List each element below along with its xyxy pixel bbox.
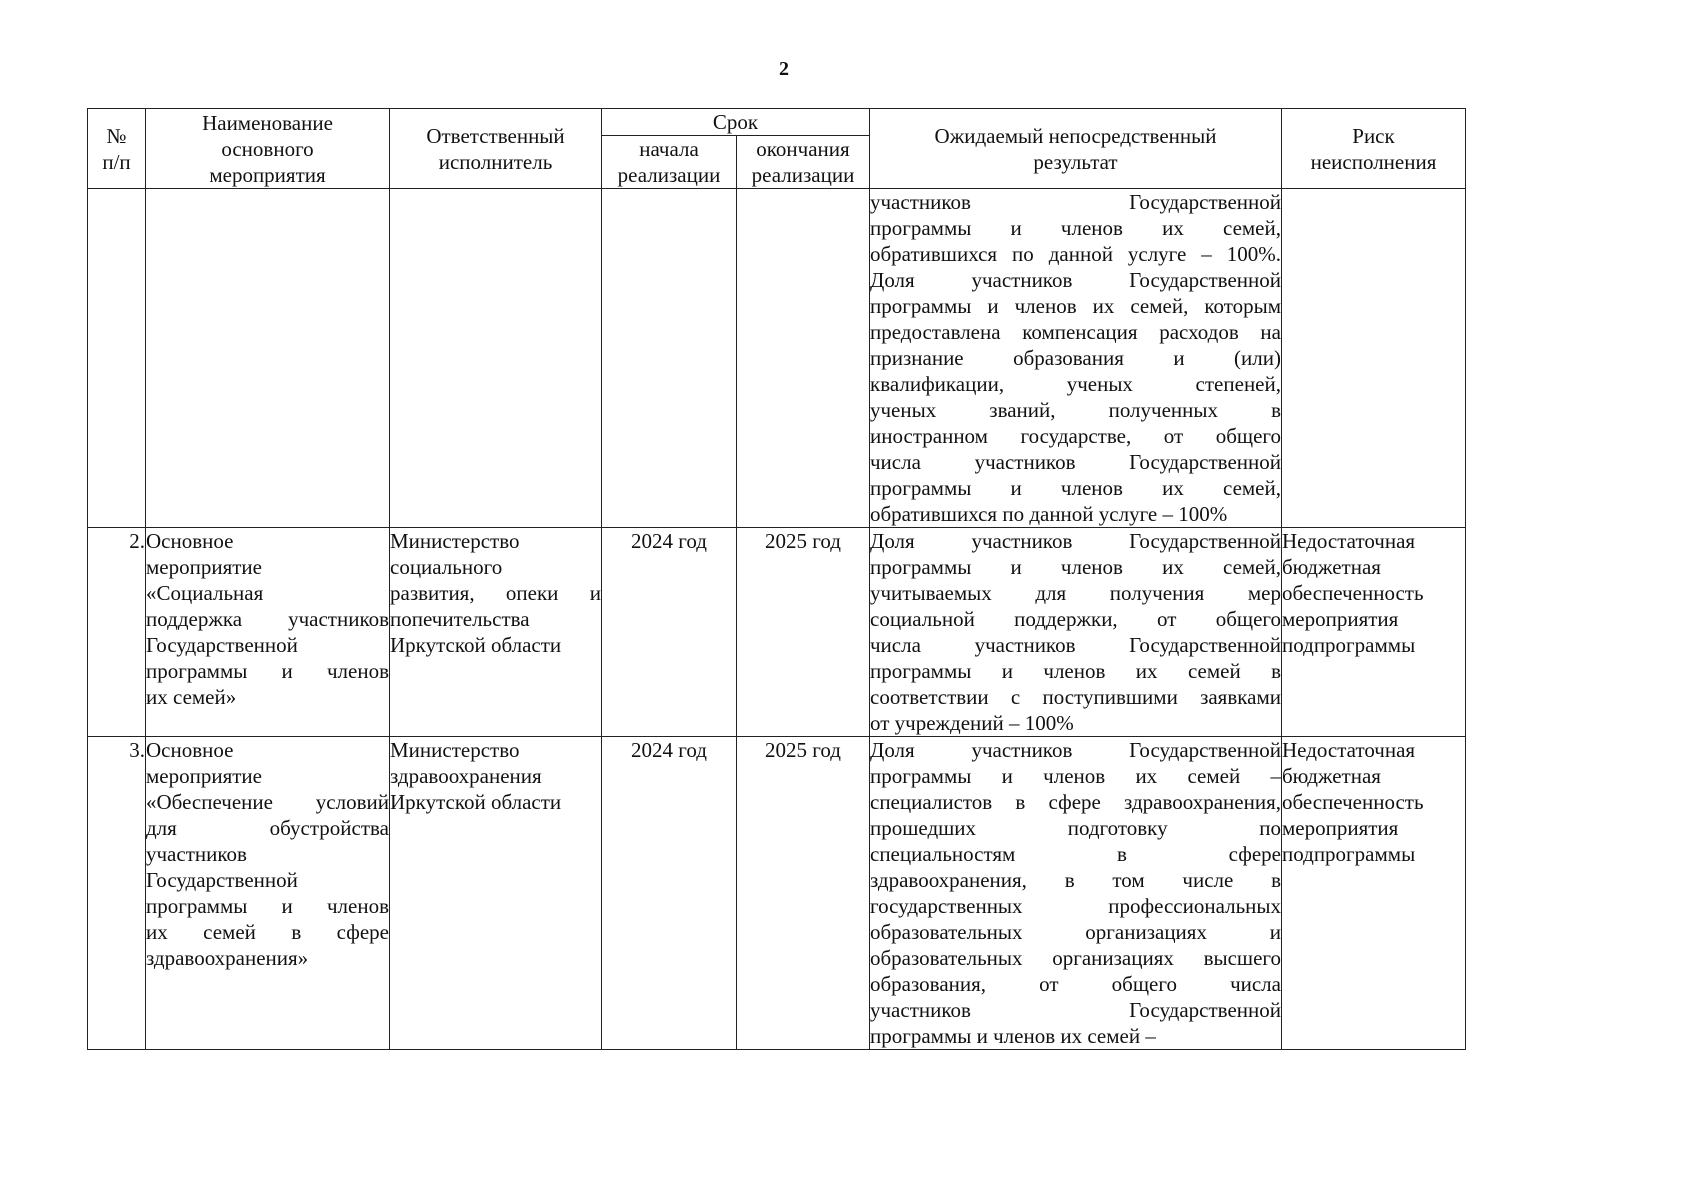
- text-line: иностранном государстве, от общего: [870, 424, 1281, 448]
- start-date: [602, 189, 737, 528]
- text-line: соответствии с поступившими заявками: [870, 685, 1281, 709]
- text-line: обеспеченность: [1282, 790, 1424, 814]
- header-end: [737, 136, 870, 189]
- text-line: программы и членов их семей, которым: [870, 294, 1281, 318]
- text-line: Министерство: [390, 738, 520, 762]
- responsible-executor: [390, 737, 602, 1050]
- text-line: мероприятия: [1282, 607, 1399, 631]
- text-line: программы и членов их семей,: [870, 555, 1281, 579]
- text-line: Основное: [146, 738, 234, 762]
- text-line: программы и членов их семей –: [870, 764, 1281, 788]
- text-line: здравоохранения: [390, 764, 542, 788]
- text-line: государственных профессиональных: [870, 894, 1281, 918]
- expected-result: [870, 189, 1282, 528]
- text-line: числа участников Государственной: [870, 450, 1281, 474]
- text-line: «Социальная: [146, 581, 264, 605]
- start-date: 2024 год: [602, 737, 737, 1050]
- end-date: 2025 год: [737, 737, 870, 1050]
- text-line: обратившихся по данной услуге – 100%.: [870, 242, 1281, 266]
- text-line: неисполнения: [1310, 149, 1437, 174]
- text-line: их семей»: [146, 685, 237, 709]
- text-line: числа участников Государственной: [870, 633, 1281, 657]
- text-line: программы и членов их семей,: [870, 216, 1281, 240]
- text-line: попечительства: [390, 607, 530, 631]
- text-line: участников Государственной: [870, 190, 1281, 214]
- table-row: [88, 737, 1466, 1050]
- text-line: Наименование: [202, 110, 333, 135]
- text-line: Ответственный: [426, 123, 565, 148]
- start-date: 2024 год: [602, 528, 737, 737]
- text-line: специальностям в сфере: [870, 842, 1281, 866]
- text-line: Ожидаемый непосредственный: [934, 123, 1217, 148]
- text-line: бюджетная: [1282, 764, 1381, 788]
- text-line: образования, от общего числа: [870, 972, 1281, 996]
- text-line: реализации: [617, 163, 721, 187]
- text-line: мероприятие: [146, 555, 262, 579]
- table-row: [88, 189, 1466, 528]
- text-line: прошедших подготовку по: [870, 816, 1281, 840]
- text-line: программы и членов их семей в: [870, 659, 1281, 683]
- risk: [1282, 189, 1466, 528]
- text-line: их семей в сфере: [146, 920, 389, 944]
- activity-name: [146, 528, 390, 737]
- text-line: участников: [146, 842, 247, 866]
- text-line: «Обеспечение условий: [146, 790, 389, 814]
- text-line: бюджетная: [1282, 555, 1381, 579]
- text-line: Доля участников Государственной: [870, 529, 1281, 553]
- header-start: [602, 136, 737, 189]
- text-line: исполнитель: [438, 149, 553, 174]
- text-line: окончания: [756, 137, 850, 161]
- text-line: признание образования и (или): [870, 346, 1281, 370]
- header-result: [870, 109, 1282, 189]
- risk: [1282, 737, 1466, 1050]
- text-line: программы и членов: [146, 659, 389, 683]
- text-line: Государственной: [146, 633, 298, 657]
- text-line: образовательных организациях высшего: [870, 946, 1281, 970]
- text-line: участников Государственной: [870, 998, 1281, 1022]
- text-line: обеспеченность: [1282, 581, 1424, 605]
- text-line: подпрограммы: [1282, 842, 1416, 866]
- text-line: учитываемых для получения мер: [870, 581, 1281, 605]
- text-line: квалификации, ученых степеней,: [870, 372, 1281, 396]
- text-line: программы и членов их семей –: [870, 1024, 1156, 1048]
- header-name: [146, 109, 390, 189]
- text-line: результат: [1033, 149, 1118, 174]
- activity-name: [146, 189, 390, 528]
- text-line: ученых званий, полученных в: [870, 398, 1281, 422]
- text-line: социального: [390, 555, 503, 579]
- table-row: [88, 528, 1466, 737]
- page-number: 2: [779, 58, 789, 80]
- activity-name: [146, 737, 390, 1050]
- text-line: Доля участников Государственной: [870, 738, 1281, 762]
- responsible-executor: [390, 528, 602, 737]
- text-line: программы и членов их семей,: [870, 476, 1281, 500]
- text-line: Государственной: [146, 868, 298, 892]
- responsible-executor: [390, 189, 602, 528]
- header-executor: [390, 109, 602, 189]
- text-line: здравоохранения»: [146, 946, 309, 970]
- risk: [1282, 528, 1466, 737]
- row-number: 3.: [88, 737, 146, 1050]
- header-row: [88, 109, 1466, 136]
- text-line: специалистов в сфере здравоохранения,: [870, 790, 1281, 814]
- expected-result: [870, 528, 1282, 737]
- header-term: Срок: [602, 109, 870, 136]
- text-line: Доля участников Государственной: [870, 268, 1281, 292]
- text-line: образовательных организациях и: [870, 920, 1281, 944]
- text-line: обратившихся по данной услуге – 100%: [870, 502, 1228, 526]
- text-line: развития, опеки и: [390, 581, 601, 605]
- text-line: социальной поддержки, от общего: [870, 607, 1281, 631]
- text-line: Министерство: [390, 529, 520, 553]
- text-line: мероприятие: [146, 764, 262, 788]
- text-line: мероприятия: [209, 162, 326, 187]
- text-line: поддержка участников: [146, 607, 389, 631]
- text-line: Иркутской области: [390, 790, 562, 814]
- text-line: подпрограммы: [1282, 633, 1416, 657]
- activities-table: [87, 108, 1466, 1050]
- text-line: №: [106, 123, 127, 148]
- text-line: программы и членов: [146, 894, 389, 918]
- text-line: Иркутской области: [390, 633, 562, 657]
- row-number: [88, 189, 146, 528]
- text-line: предоставлена компенсация расходов на: [870, 320, 1281, 344]
- text-line: от учреждений – 100%: [870, 711, 1074, 735]
- text-line: мероприятия: [1282, 816, 1399, 840]
- text-line: Недостаточная: [1282, 529, 1416, 553]
- text-line: начала: [639, 137, 699, 161]
- text-line: Основное: [146, 529, 234, 553]
- text-line: п/п: [102, 149, 131, 174]
- end-date: 2025 год: [737, 528, 870, 737]
- expected-result: [870, 737, 1282, 1050]
- text-line: Риск: [1352, 123, 1395, 148]
- header-risk: [1282, 109, 1466, 189]
- text-line: для обустройства: [146, 816, 389, 840]
- text-line: реализации: [751, 163, 855, 187]
- text-line: Недостаточная: [1282, 738, 1416, 762]
- text-line: здравоохранения, в том числе в: [870, 868, 1281, 892]
- end-date: [737, 189, 870, 528]
- row-number: 2.: [88, 528, 146, 737]
- header-num: [88, 109, 146, 189]
- text-line: основного: [221, 136, 314, 161]
